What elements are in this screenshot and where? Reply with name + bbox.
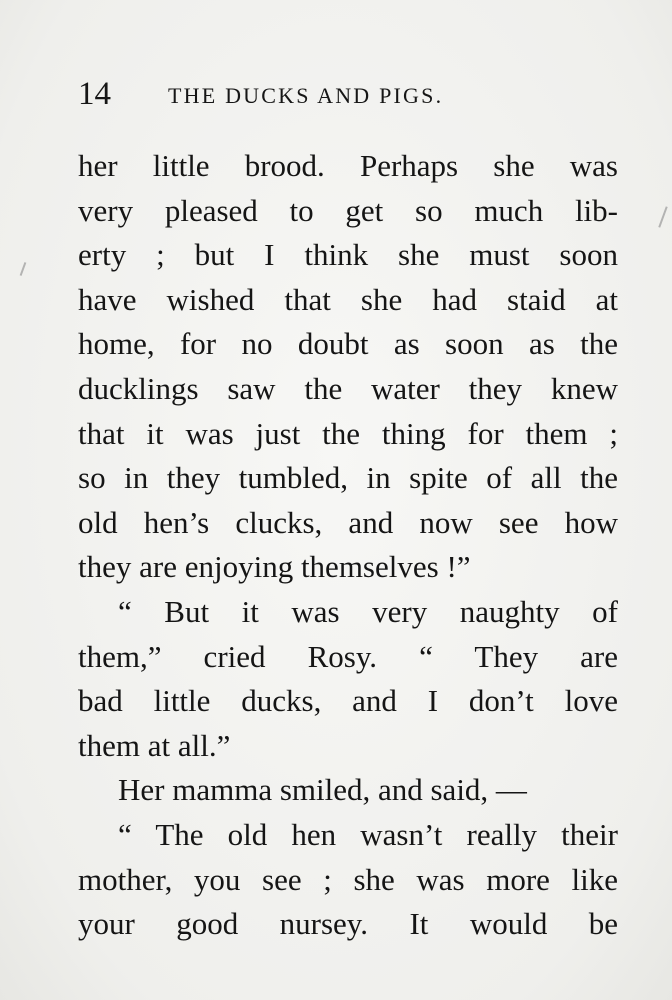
- text-line: ducklings saw the water they knew: [78, 370, 618, 406]
- page-header: [78, 74, 618, 114]
- text-line: your good nursey. It would be: [78, 906, 618, 942]
- text-line: “ But it was very naughty of: [118, 593, 618, 629]
- text-line: mother, you see ; she was more like: [78, 861, 618, 897]
- text-line: them at all.”: [78, 727, 231, 763]
- text-line: her little brood. Perhaps she was: [78, 148, 618, 183]
- paper-speck: [658, 206, 667, 227]
- running-title: THE DUCKS AND PIGS.: [168, 83, 444, 108]
- text-line: erty ; but I think she must soon: [78, 237, 618, 273]
- paper-speck: [20, 262, 27, 276]
- text-line: that it was just the thing for them ;: [78, 415, 618, 451]
- text-line: bad little ducks, and I don’t love: [78, 683, 618, 719]
- text-line: Her mamma smiled, and said, —: [118, 772, 527, 808]
- text-line: them,” cried Rosy. “ They are: [78, 638, 618, 674]
- page-number: 14: [78, 76, 111, 112]
- text-line: they are enjoying themselves !”: [78, 549, 471, 585]
- text-line: “ The old hen wasn’t really their: [118, 816, 618, 852]
- text-line: home, for no doubt as soon as the: [78, 326, 618, 362]
- text-line: so in they tumbled, in spite of all the: [78, 460, 618, 496]
- text-line: very pleased to get so much lib-: [78, 192, 618, 228]
- body-text: [78, 144, 618, 947]
- text-line: old hen’s clucks, and now see how: [78, 504, 618, 540]
- text-line: have wished that she had staid at: [78, 281, 618, 317]
